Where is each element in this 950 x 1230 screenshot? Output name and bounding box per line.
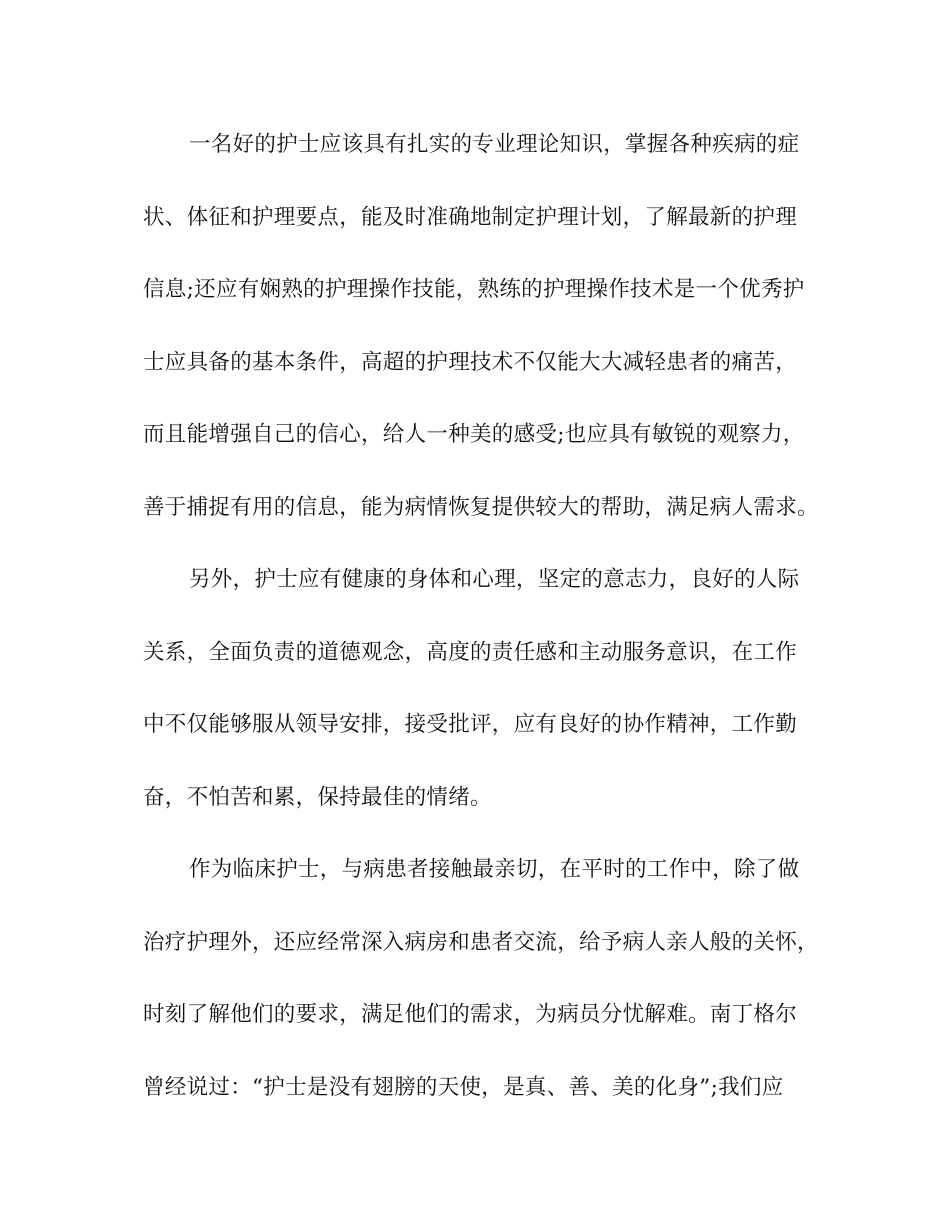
text-line: 治疗护理外，还应经常深入病房和患者交流，给予病人亲人般的关怀， — [143, 929, 819, 955]
text-line: 作为临床护士，与病患者接触最亲切，在平时的工作中，除了做 — [189, 857, 800, 882]
text-line: 另外，护士应有健康的身体和心理，坚定的意志力，良好的人际 — [189, 567, 800, 592]
text-line: 奋，不怕苦和累，保持最佳的情绪。 — [143, 784, 492, 810]
text-line: 关系，全面负责的道德观念，高度的责任感和主动服务意识，在工作 — [143, 639, 798, 665]
text-line: 中不仅能够服从领导安排，接受批评，应有良好的协作精神，工作勤 — [143, 712, 798, 737]
text-line: 一名好的护士应该具有扎实的专业理论知识，掌握各种疾病的症 — [189, 132, 800, 157]
text-line: 善于捕捉有用的信息，能为病情恢复提供较大的帮助，满足病人需求。 — [143, 494, 819, 520]
document-body — [143, 127, 823, 1142]
text-line: 曾经说过：“护士是没有翅膀的天使，是真、善、美的化身”;我们应 — [143, 1074, 784, 1100]
text-line: 信息;还应有娴熟的护理操作技能，熟练的护理操作技术是一个优秀护 — [143, 277, 805, 302]
text-line: 状、体征和护理要点，能及时准确地制定护理计划，了解最新的护理 — [143, 204, 798, 230]
text-line: 时刻了解他们的要求，满足他们的需求，为病员分忧解难。南丁格尔 — [143, 1002, 798, 1027]
text-line: 而且能增强自己的信心，给人一种美的感受;也应具有敏锐的观察力， — [143, 422, 805, 447]
text-line: 士应具备的基本条件，高超的护理技术不仅能大大减轻患者的痛苦， — [143, 349, 798, 375]
